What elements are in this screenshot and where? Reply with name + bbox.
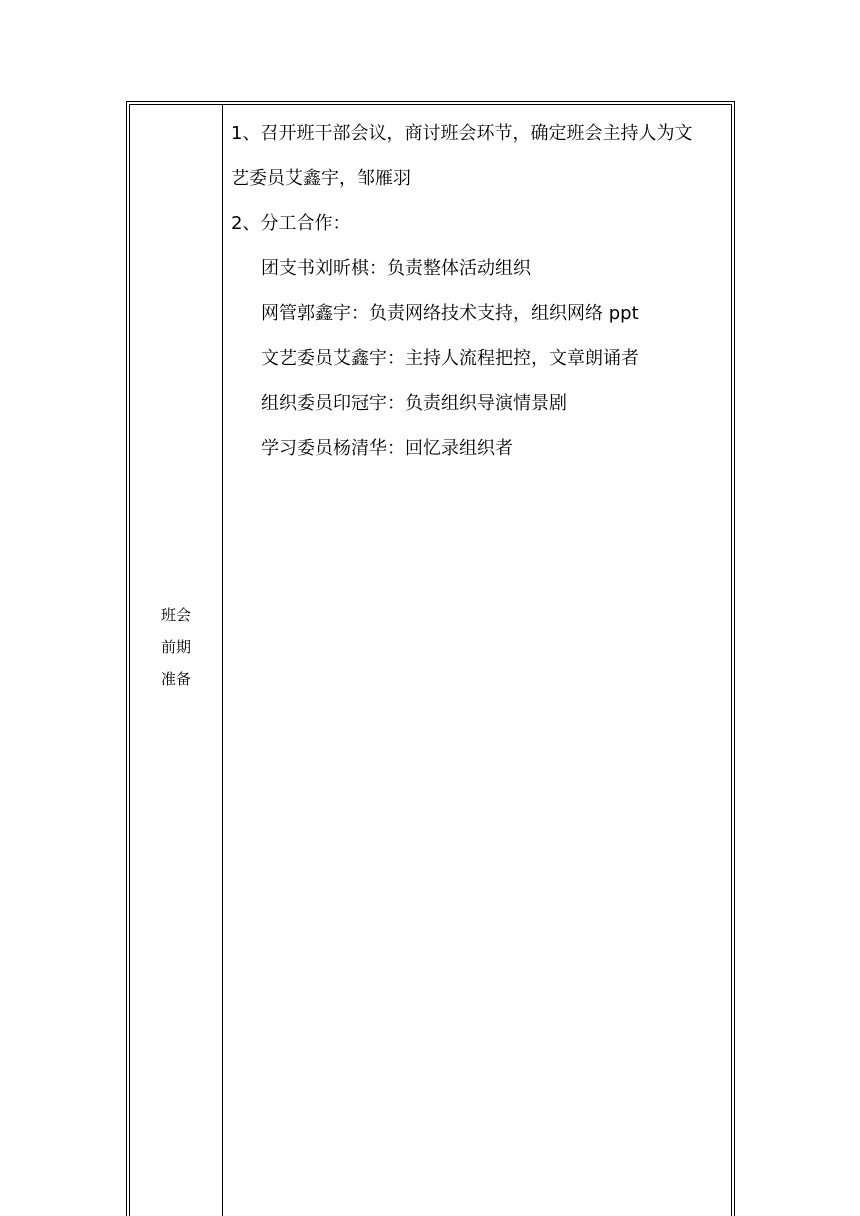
row-label-line: 准备 bbox=[160, 670, 191, 688]
assignment-line: 学习委员杨清华：回忆录组织者 bbox=[261, 438, 513, 459]
row-label bbox=[130, 599, 222, 695]
item-1-line-1: 1、召开班干部会议，商讨班会环节，确定班会主持人为文 bbox=[231, 123, 693, 144]
content-cell bbox=[223, 104, 731, 1216]
row-label-line: 前期 bbox=[160, 638, 191, 656]
assignment-line: 网管郭鑫宇：负责网络技术支持，组织网络 ppt bbox=[261, 303, 639, 324]
row-label-line: 班会 bbox=[160, 606, 191, 624]
item-1-line-2: 艺委员艾鑫宇，邹雁羽 bbox=[231, 168, 411, 189]
row-label-cell bbox=[130, 104, 222, 1216]
assignment-line: 文艺委员艾鑫宇：主持人流程把控，文章朗诵者 bbox=[261, 348, 639, 369]
assignment-line: 组织委员印冠宇：负责组织导演情景剧 bbox=[261, 393, 567, 414]
item-2-heading: 2、分工合作： bbox=[231, 213, 351, 234]
assignment-line: 团支书刘昕棋：负责整体活动组织 bbox=[261, 258, 531, 279]
